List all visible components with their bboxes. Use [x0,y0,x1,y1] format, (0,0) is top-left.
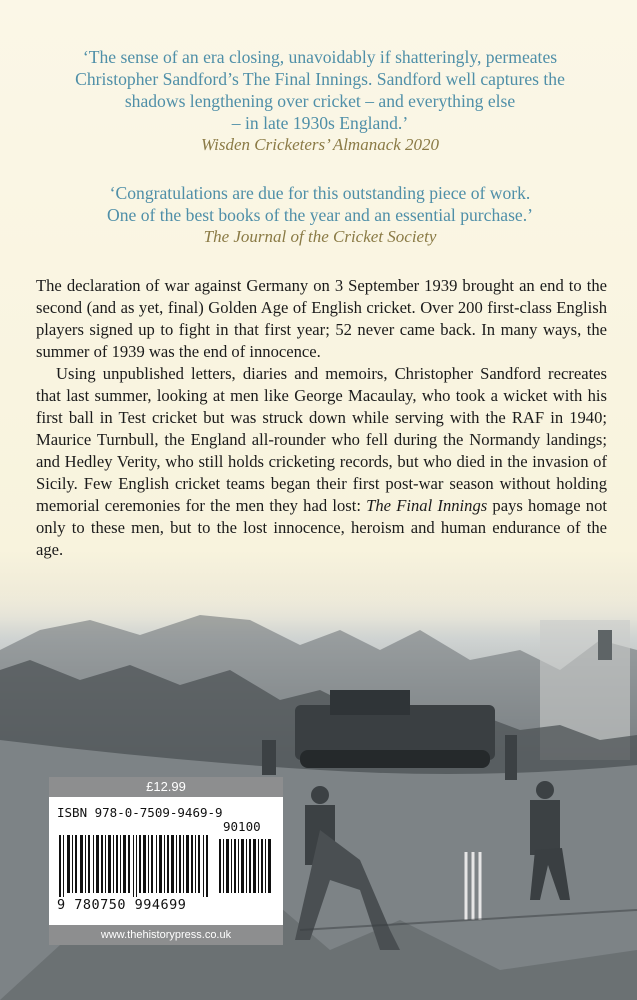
blurb-text: pays homage not only to these men, but to the lost innocence, heroism and human endurance of the age. [36,496,607,559]
price-label: £12.99 [49,777,283,797]
blurb-paragraph-1: The declaration of war against Germany on 3 September 1939 brought an end to the second (and as yet, final) Golden Age of English cricket. Over 200 first-class English players signed up to fight in that first year; 52 never came back. In many ways, the summer of 1939 was the end of innocence. [36,276,607,361]
publisher-url: www.thehistorypress.co.uk [49,925,283,945]
quote-line: ‘The sense of an era closing, unavoidably if shatteringly, permeates [82,47,558,67]
barcode-icon [59,835,274,897]
review-quote-cricket-society [40,182,600,248]
price-addon-digits: 90100 [223,819,261,834]
review-quote-wisden [40,46,600,156]
book-title-inline: The Final Innings [366,496,488,515]
quote-line: One of the best books of the year and an essential purchase.’ [106,205,533,225]
quote-line: – in late 1930s England.’ [231,113,409,133]
ean-digits: 9 780750 994699 [57,897,187,913]
quote-line: Christopher Sandford’s The Final Innings. Sandford well captures the [75,69,565,89]
quote-line: ‘Congratulations are due for this outstanding piece of work. [109,183,531,203]
barcode-panel [49,777,283,925]
blurb-text: Using unpublished letters, diaries and memoirs, Christopher Sandford recreates that last summer, looking at men like George Macaulay, who took a wicket with his first ball in Test cricket but was struck down while serving with the RAF in 1940; Maurice Turnbull, the England all-rounder who fell during the Normandy landings; and Hedley Verity, who still holds cricketing records, but who died in the invasion of Sicily. Few English cricket teams began their first post-war season without holding memorial ceremonies for the men they had lost: [36,364,607,515]
quote-line: shadows lengthening over cricket – and everything else [124,91,516,111]
isbn-text: ISBN 978-0-7509-9469-9 [57,805,223,820]
blurb-paragraph-2 [36,363,607,561]
quote-source: The Journal of the Cricket Society [203,227,437,246]
book-blurb [36,275,607,561]
quote-source: Wisden Cricketers’ Almanack 2020 [200,135,440,154]
